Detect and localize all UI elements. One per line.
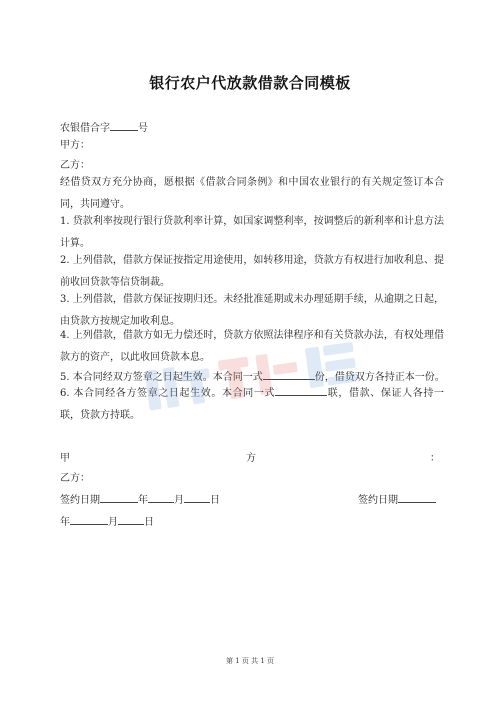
contract-number-line xyxy=(60,121,444,135)
signature-party-b-line: 乙方： xyxy=(60,473,90,484)
sign-date-label-right: 签约日期 xyxy=(358,495,398,506)
signature-date-row xyxy=(60,493,444,507)
clause-1: 1. 贷款利率按现行银行贷款利率计算，如国家调整利率，按调整后的新利率和计息方法计算。 xyxy=(60,216,444,249)
clause-5-blank xyxy=(263,370,315,380)
sign-month-label: 月 xyxy=(174,495,184,506)
signature-date-row-2 xyxy=(60,515,444,529)
contract-number-blank xyxy=(110,121,138,131)
sign2-day-label: 日 xyxy=(144,517,154,528)
sign-year-blank xyxy=(100,493,138,503)
clause-6-text-b: 联，借款、保证人各持一联，贷款方持联。 xyxy=(60,388,444,421)
sign-date-right-group xyxy=(358,493,436,507)
clause-6-text-a: 6. 本合同经各方签章之日起生效。本合同一式 xyxy=(60,388,276,399)
clause-5 xyxy=(60,370,444,384)
page-footer: 第 1 页 共 1 页 xyxy=(225,657,275,665)
contract-number-prefix: 农银借合字 xyxy=(60,123,110,134)
sign-date-right-blank xyxy=(398,493,436,503)
sign2-month-blank xyxy=(70,515,108,525)
sign2-year-label: 年 xyxy=(60,517,70,528)
sign-day-label: 日 xyxy=(210,495,220,506)
sign-colon: ： xyxy=(430,453,440,464)
sign-month-blank xyxy=(148,493,174,503)
contract-number-suffix: 号 xyxy=(138,123,148,134)
party-b-line: 乙方： xyxy=(60,160,90,171)
sign2-month-label: 月 xyxy=(108,517,118,528)
sign2-day-blank xyxy=(118,515,144,525)
sign-fang: 方 xyxy=(246,453,256,464)
sign-year-label: 年 xyxy=(138,495,148,506)
clause-6 xyxy=(60,383,444,427)
party-a-line: 甲方： xyxy=(60,140,90,151)
document-title: 银行农户代放款借款合同模板 xyxy=(149,74,351,92)
clause-6-blank xyxy=(275,386,327,396)
clause-2: 2. 上列借款，借款方保证按指定用途使用，如转移用途，贷款方有权进行加收利息、提前收回贷款等信贷制裁。 xyxy=(60,255,444,288)
sign-jia: 甲 xyxy=(60,453,70,464)
clause-5-text-b: 份，借贷双方各持正本一份。 xyxy=(314,372,445,383)
intro-paragraph: 经借贷双方充分协商，愿根据《借款合同条例》和中国农业银行的有关规定签订本合同，共同遵守。 xyxy=(60,177,444,210)
clause-4: 4. 上列借款，借款方如无力偿还时，贷款方依照法律程序和有关贷款办法，有权处理借款方的资产，以此收回贷款本息。 xyxy=(60,330,444,363)
clause-3: 3. 上列借款，借款方保证按期归还。未经批准延期或未办理延期手续，从逾期之日起，由贷款方按规定加收利息。 xyxy=(60,294,444,327)
sign-date-label-left: 签约日期 xyxy=(60,495,100,506)
sign-day-blank xyxy=(184,493,210,503)
clause-5-text-a: 5. 本合同经双方签章之日起生效。本合同一式 xyxy=(60,372,263,383)
